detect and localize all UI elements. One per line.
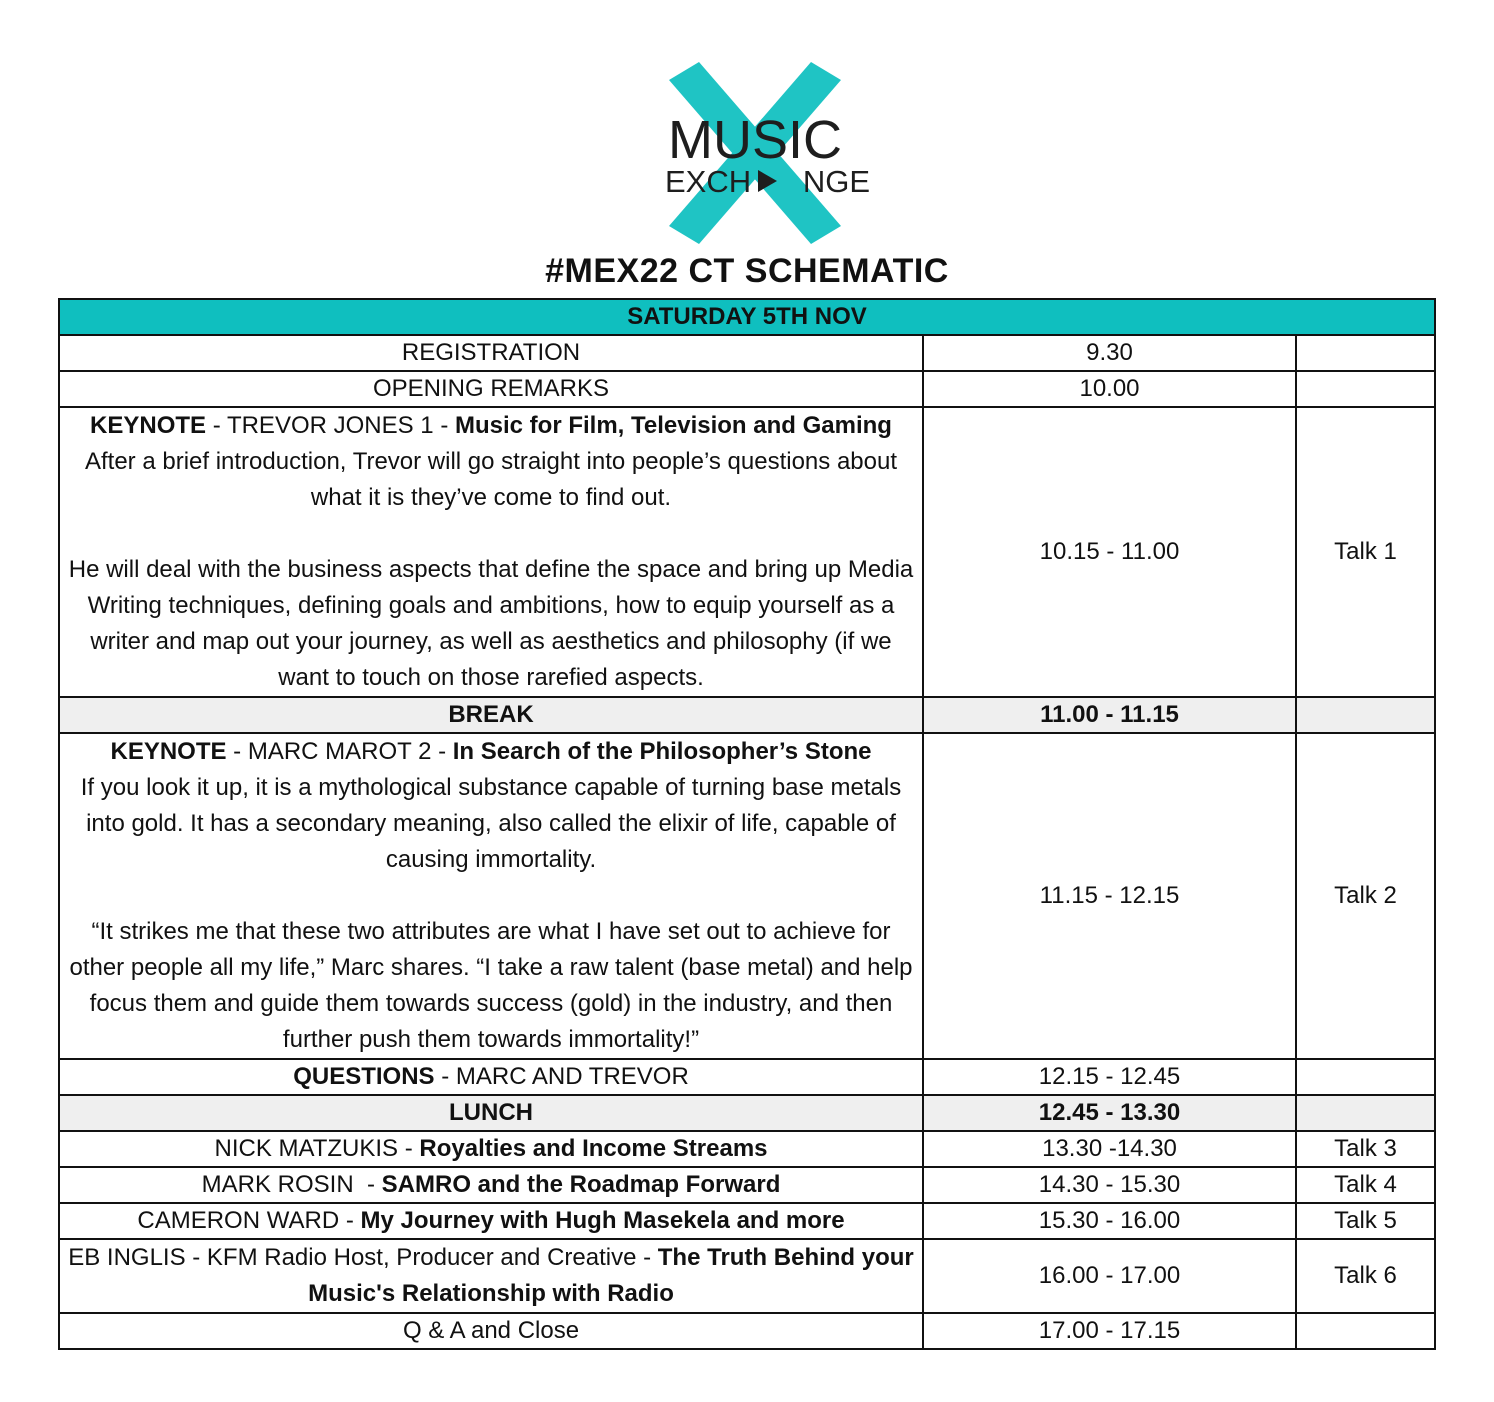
talk-topic: The Truth Behind your Music's Relationship with Radio — [308, 1244, 914, 1307]
session-title: LUNCH — [59, 1095, 923, 1131]
session-title — [59, 1131, 923, 1167]
table-row — [59, 335, 1435, 371]
logo-music-text: MUSIC — [668, 110, 842, 170]
logo-exchange-text: EXCH NGE — [665, 164, 871, 199]
speaker-name: - MARC MAROT 2 - — [226, 738, 453, 765]
session-time: 9.30 — [923, 335, 1296, 371]
talk-number — [1296, 1059, 1435, 1095]
session-time: 12.45 - 13.30 — [923, 1095, 1296, 1131]
speaker-name: EB INGLIS - KFM Radio Host, Producer and Creative - — [68, 1244, 658, 1271]
session-title — [59, 1239, 923, 1313]
keynote-2-heading — [62, 734, 920, 770]
speaker-name: NICK MATZUKIS - — [214, 1135, 420, 1162]
day-header-row — [59, 299, 1435, 335]
session-title — [59, 1167, 923, 1203]
table-row — [59, 733, 1435, 1059]
keynote-1-para-2: He will deal with the business aspects that define the space and bring up Media Writing techniques, defining goals and ambitions, how to equip yourself as a writer and map out your journey, as well as aesthetics and philosophy (if we want to touch on those rarefied aspects. — [68, 556, 914, 691]
session-title — [59, 1059, 923, 1095]
session-title: BREAK — [59, 697, 923, 733]
keynote-1-para-1: After a brief introduction, Trevor will go straight into people’s questions about what it is they’ve come to find out. — [84, 448, 897, 511]
table-row — [59, 1131, 1435, 1167]
table-row — [59, 1059, 1435, 1095]
table-row — [59, 1239, 1435, 1313]
keynote-1-heading — [62, 408, 920, 444]
keynote-1-cell — [59, 407, 923, 697]
table-row — [59, 1167, 1435, 1203]
talk-number: Talk 2 — [1296, 733, 1435, 1059]
session-time: 12.15 - 12.45 — [923, 1059, 1296, 1095]
talk-topic: My Journey with Hugh Masekela and more — [360, 1207, 845, 1234]
talk-topic: Music for Film, Television and Gaming — [454, 412, 892, 439]
session-time: 16.00 - 17.00 — [923, 1239, 1296, 1313]
talk-number: Talk 6 — [1296, 1239, 1435, 1313]
table-row — [59, 1313, 1435, 1349]
session-kind: KEYNOTE — [110, 738, 227, 765]
session-time: 14.30 - 15.30 — [923, 1167, 1296, 1203]
talk-topic: SAMRO and the Roadmap Forward — [381, 1171, 781, 1198]
talk-topic: Royalties and Income Streams — [419, 1135, 768, 1162]
talk-number — [1296, 335, 1435, 371]
session-title: REGISTRATION — [59, 335, 923, 371]
keynote-2-para-2: “It strikes me that these two attributes are what I have set out to achieve for other people all my life,” Marc shares. “I take a raw talent (base metal) and help focus them and guide them towards success (gold) in the industry, and then further push them towards immortality!” — [69, 918, 913, 1053]
speaker-name: MARK ROSIN - — [201, 1171, 382, 1198]
speaker-name: CAMERON WARD - — [137, 1207, 361, 1234]
keynote-2-cell — [59, 733, 923, 1059]
keynote-2-para-1: If you look it up, it is a mythological substance capable of turning base metals into gold. It has a secondary meaning, also called the elixir of life, capable of causing immortality. — [80, 774, 902, 873]
session-title: Q & A and Close — [59, 1313, 923, 1349]
table-row — [59, 697, 1435, 733]
talk-number — [1296, 1313, 1435, 1349]
schedule-table — [58, 298, 1436, 1350]
session-time: 11.00 - 11.15 — [923, 697, 1296, 733]
talk-number: Talk 1 — [1296, 407, 1435, 697]
table-row — [59, 1095, 1435, 1131]
session-time: 10.15 - 11.00 — [923, 407, 1296, 697]
day-header: SATURDAY 5TH NOV — [59, 299, 1435, 335]
speaker-name: - TREVOR JONES 1 - — [206, 412, 455, 439]
talk-number — [1296, 371, 1435, 407]
talk-number — [1296, 1095, 1435, 1131]
session-time: 15.30 - 16.00 — [923, 1203, 1296, 1239]
session-time: 10.00 — [923, 371, 1296, 407]
speaker-name: - MARC AND TREVOR — [434, 1063, 689, 1090]
music-exchange-logo — [655, 62, 871, 244]
table-row — [59, 371, 1435, 407]
page-title: #MEX22 CT SCHEMATIC — [545, 252, 949, 290]
talk-number: Talk 3 — [1296, 1131, 1435, 1167]
session-time: 13.30 -14.30 — [923, 1131, 1296, 1167]
talk-number: Talk 5 — [1296, 1203, 1435, 1239]
talk-number: Talk 4 — [1296, 1167, 1435, 1203]
session-kind: KEYNOTE — [90, 412, 207, 439]
talk-number — [1296, 697, 1435, 733]
session-title: OPENING REMARKS — [59, 371, 923, 407]
talk-topic: In Search of the Philosopher’s Stone — [452, 738, 872, 765]
table-row — [59, 407, 1435, 697]
session-kind: QUESTIONS — [293, 1063, 435, 1090]
session-title — [59, 1203, 923, 1239]
session-time: 11.15 - 12.15 — [923, 733, 1296, 1059]
session-time: 17.00 - 17.15 — [923, 1313, 1296, 1349]
table-row — [59, 1203, 1435, 1239]
